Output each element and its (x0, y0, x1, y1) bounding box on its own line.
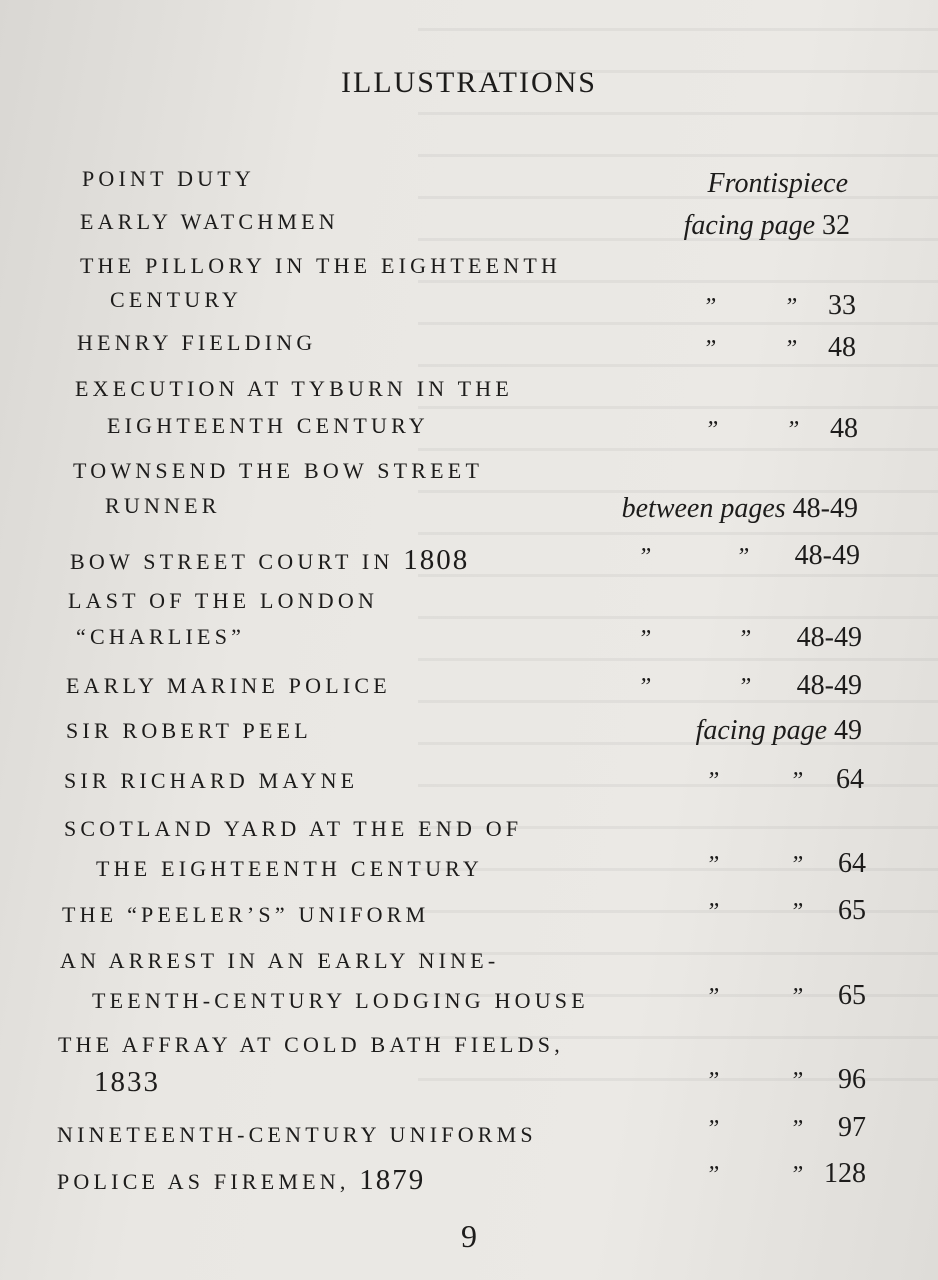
ditto-mark: ” (738, 674, 752, 700)
ditto-mark: ” (790, 768, 804, 794)
illustration-title-line: RUNNER (105, 493, 221, 518)
page-title: ILLUSTRATIONS (341, 66, 597, 99)
ditto-mark: ” (784, 336, 798, 362)
ditto-mark: ” (706, 852, 720, 878)
page-reference (838, 848, 866, 880)
reference-text: Frontispiece (707, 168, 848, 199)
reference-page: 48-49 (785, 493, 858, 524)
reference-page: 96 (838, 1064, 866, 1095)
ditto-mark: ” (706, 768, 720, 794)
reference-page: 48 (828, 332, 856, 363)
illustration-title-line: TEENTH-CENTURY LODGING HOUSE (92, 988, 589, 1013)
page-number: 9 (461, 1218, 477, 1254)
ditto-mark: ” (638, 674, 652, 700)
illustration-title-line: CENTURY (110, 287, 243, 312)
reference-page: 48 (830, 413, 858, 444)
page-reference (828, 290, 856, 322)
reference-page: 32 (815, 210, 850, 241)
illustration-title-line: NINETEENTH-CENTURY UNIFORMS (57, 1122, 537, 1147)
ditto-mark: ” (705, 417, 719, 443)
ditto-mark: ” (703, 336, 717, 362)
ditto-mark: ” (736, 544, 750, 570)
reference-page: 49 (827, 715, 862, 746)
page-reference (838, 980, 866, 1012)
page-reference (838, 1112, 866, 1144)
illustration-title-line: EARLY MARINE POLICE (66, 673, 391, 698)
reference-page: 97 (838, 1112, 866, 1143)
reference-page: 48-49 (794, 540, 860, 571)
ditto-mark: ” (638, 544, 652, 570)
reference-page: 65 (838, 895, 866, 926)
illustration-title-line: THE AFFRAY AT COLD BATH FIELDS, (58, 1032, 564, 1057)
illustration-title-line: THE EIGHTEENTH CENTURY (96, 856, 483, 881)
illustration-title-line: SIR RICHARD MAYNE (64, 768, 359, 793)
page-reference (708, 168, 848, 200)
illustration-title-line: SIR ROBERT PEEL (66, 718, 312, 743)
illustration-title-line: THE “PEELER’S” UNIFORM (62, 902, 430, 927)
page-reference (684, 210, 850, 242)
illustration-title-line: SCOTLAND YARD AT THE END OF (64, 816, 523, 841)
reference-page: 48-49 (796, 670, 862, 701)
ditto-mark: ” (790, 1116, 804, 1142)
illustration-title-line: EARLY WATCHMEN (80, 209, 339, 234)
ditto-mark: ” (786, 417, 800, 443)
page-reference (838, 1064, 866, 1096)
illustration-title-line: POINT DUTY (82, 166, 255, 191)
ditto-mark: ” (790, 852, 804, 878)
ditto-mark: ” (638, 626, 652, 652)
ditto-mark: ” (706, 1068, 720, 1094)
reference-page: 128 (824, 1158, 866, 1189)
page-reference (696, 715, 862, 747)
illustration-title-line: EXECUTION AT TYBURN IN THE (75, 376, 513, 401)
reference-page: 64 (838, 848, 866, 879)
page-reference (838, 895, 866, 927)
illustration-title-line: EIGHTEENTH CENTURY (107, 413, 429, 438)
ditto-mark: ” (738, 626, 752, 652)
ditto-mark: ” (703, 294, 717, 320)
illustration-title-line: THE PILLORY IN THE EIGHTEENTH (80, 253, 562, 278)
page-reference (824, 1158, 866, 1190)
illustration-title-line: TOWNSEND THE BOW STREET (73, 458, 484, 483)
ditto-mark: ” (706, 1162, 720, 1188)
reference-text: between pages (621, 493, 786, 524)
illustration-title-line: POLICE AS FIREMEN, 1879 (57, 1164, 426, 1196)
page-reference (622, 493, 858, 525)
ditto-mark: ” (790, 1162, 804, 1188)
illustration-title-line: “CHARLIES” (76, 624, 246, 649)
ditto-mark: ” (790, 984, 804, 1010)
page-reference (836, 764, 864, 796)
illustration-title-line: BOW STREET COURT IN 1808 (70, 544, 470, 576)
ditto-mark: ” (784, 294, 798, 320)
page-reference (797, 670, 862, 702)
ditto-mark: ” (790, 1068, 804, 1094)
ditto-mark: ” (706, 899, 720, 925)
page-reference (795, 540, 860, 572)
page-reference (830, 413, 858, 445)
illustration-title-line: LAST OF THE LONDON (68, 588, 379, 613)
reference-page: 65 (838, 980, 866, 1011)
reference-page: 33 (828, 290, 856, 321)
ditto-mark: ” (706, 984, 720, 1010)
reference-page: 64 (836, 764, 864, 795)
page-reference (828, 332, 856, 364)
illustration-title-line: AN ARREST IN AN EARLY NINE- (60, 948, 500, 973)
reference-text: facing page (695, 715, 827, 746)
illustration-title-line: 1833 (94, 1066, 160, 1098)
ditto-mark: ” (706, 1116, 720, 1142)
illustration-title-line: HENRY FIELDING (77, 330, 317, 355)
reference-page: 48-49 (796, 622, 862, 653)
show-through-text (418, 0, 938, 1100)
reference-text: facing page (683, 210, 815, 241)
page-reference (797, 622, 862, 654)
ditto-mark: ” (790, 899, 804, 925)
